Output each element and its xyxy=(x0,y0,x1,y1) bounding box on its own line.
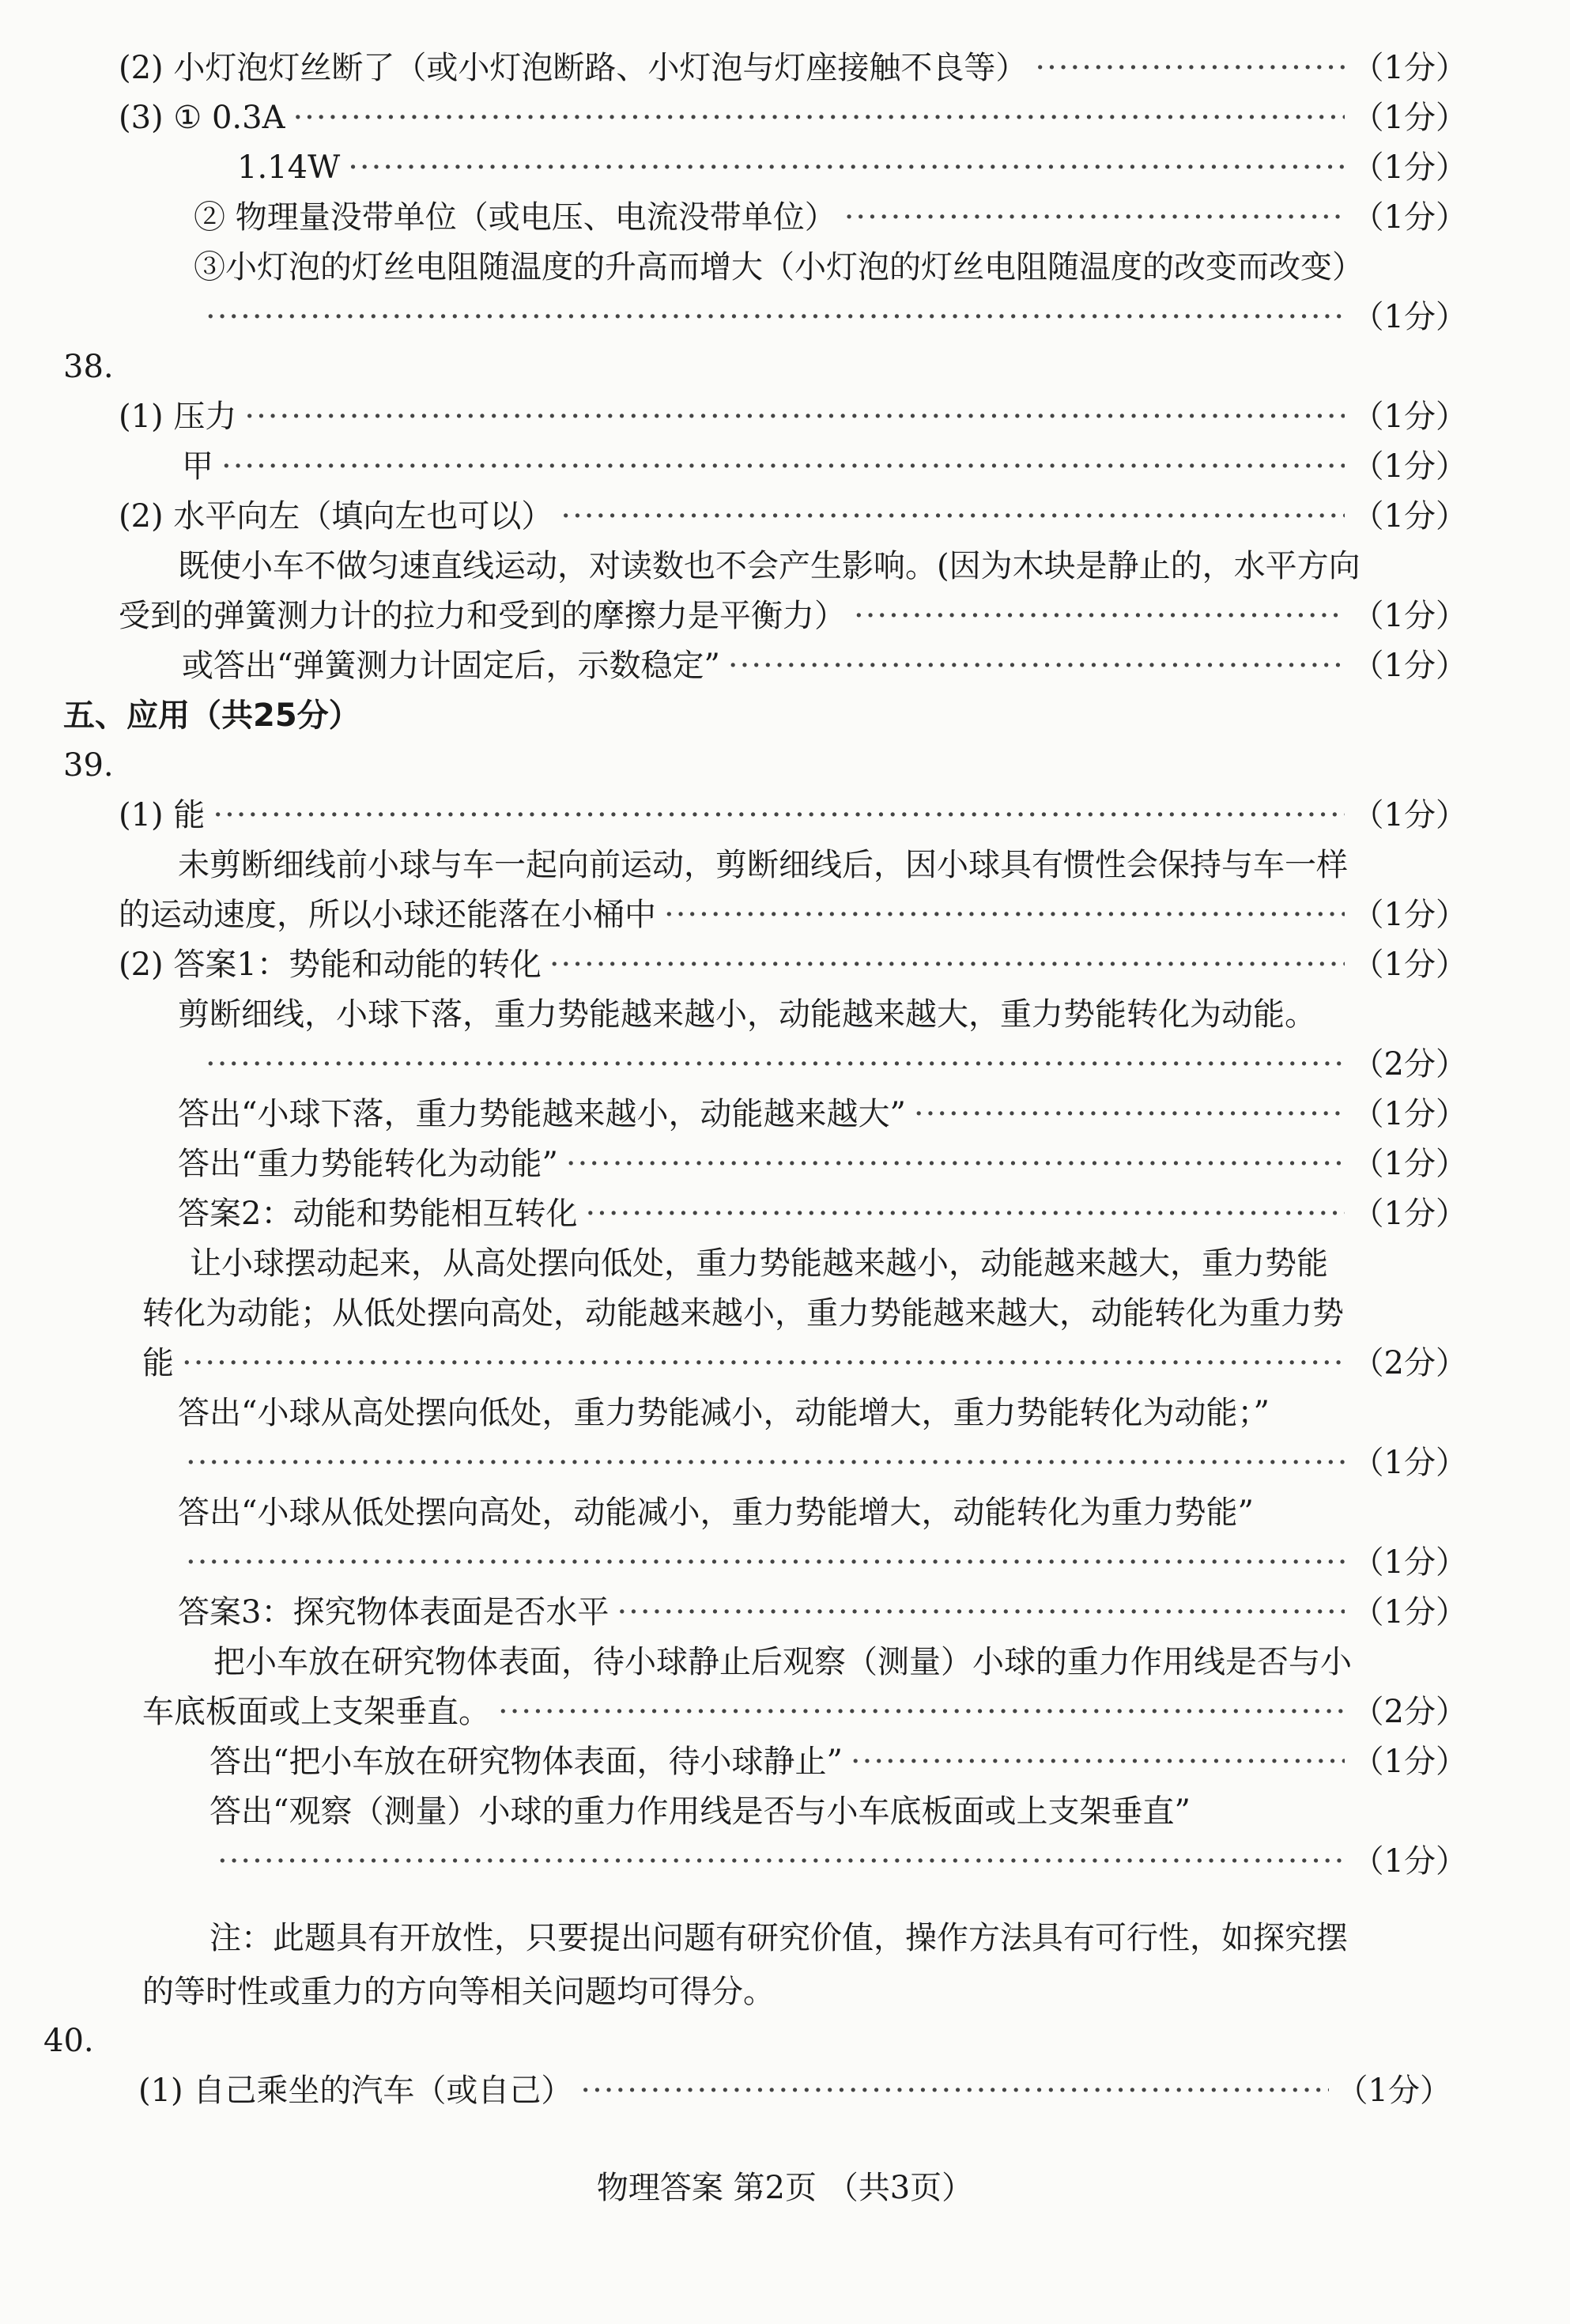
answer-line: (2) 小灯泡灯丝断了（或小灯泡断路、小灯泡与灯座接触不良等） ····· （1分） xyxy=(119,43,1467,93)
answer-line: 答出“小球从高处摆向低处，重力势能减小，动能增大，重力势能转化为动能；” xyxy=(178,1395,1270,1431)
answer-line: 的运动速度，所以小球还能落在小桶中 ····· （1分） xyxy=(119,890,1467,939)
answer-line: 受到的弹簧测力计的拉力和受到的摩擦力是平衡力） ····· （1分） xyxy=(119,591,1467,641)
answer-line: ····· （1分） xyxy=(178,1438,1467,1487)
answer-line: ③小灯泡的灯丝电阻随温度的升高而增大（小灯泡的灯丝电阻随温度的改变而改变） xyxy=(194,249,1364,285)
answer-line: 答出“把小车放在研究物体表面，待小球静止” ····· （1分） xyxy=(209,1737,1467,1786)
answer-line: 答案2：动能和势能相互转化 ····· （1分） xyxy=(178,1189,1467,1238)
answer-line: 能 ····· （2分） xyxy=(142,1339,1467,1388)
answer-line: 车底板面或上支架垂直。 ····· （2分） xyxy=(142,1687,1467,1736)
answer-line: ····· （1分） xyxy=(209,1837,1467,1886)
answer-line: (2) 水平向左（填向左也可以） ····· （1分） xyxy=(119,492,1467,541)
answer-line: (2) 答案1：势能和动能的转化 ····· （1分） xyxy=(119,940,1467,989)
answer-line: 答案3：探究物体表面是否水平 ····· （1分） xyxy=(178,1588,1467,1637)
answer-line: 既使小车不做匀速直线运动，对读数也不会产生影响。(因为木块是静止的，水平方向 xyxy=(178,548,1361,584)
answer-line: 答出“小球从低处摆向高处，动能减小，重力势能增大，动能转化为重力势能” xyxy=(178,1495,1254,1531)
section-heading: 五、应用（共25分） xyxy=(63,697,360,734)
question-number: 39. xyxy=(63,747,114,784)
question-number: 38. xyxy=(63,349,114,385)
answer-line: (1) 自己乘坐的汽车（或自己） ····· （1分） xyxy=(138,2066,1451,2115)
answer-line: 答出“观察（测量）小球的重力作用线是否与小车底板面或上支架垂直” xyxy=(209,1793,1191,1830)
answer-line: (3) ① 0.3A ····· （1分） xyxy=(119,93,1467,142)
answer-line: ② 物理量没带单位（或电压、电流没带单位） ····· （1分） xyxy=(194,193,1467,242)
answer-line: 让小球摆动起来，从高处摆向低处，重力势能越来越小，动能越来越大，重力势能 xyxy=(190,1245,1328,1282)
answer-line: 答出“小球下落，重力势能越来越小，动能越来越大” ····· （1分） xyxy=(178,1090,1467,1139)
answer-line: 转化为动能；从低处摆向高处，动能越来越小，重力势能越来越大，动能转化为重力势 xyxy=(142,1295,1344,1332)
page-footer: 物理答案 第2页 （共3页） xyxy=(596,2170,974,2206)
question-number: 40. xyxy=(43,2023,94,2059)
answer-line: 把小车放在研究物体表面，待小球静止后观察（测量）小球的重力作用线是否与小 xyxy=(213,1644,1352,1680)
answer-line: ····· （1分） xyxy=(198,293,1467,342)
answer-line: 甲 ····· （1分） xyxy=(182,442,1467,491)
answer-line: (1) 压力 ····· （1分） xyxy=(119,392,1467,441)
note-line: 的等时性或重力的方向等相关问题均可得分。 xyxy=(142,1974,775,2010)
answer-line: ····· （1分） xyxy=(178,1538,1467,1587)
answer-line: 剪断细线，小球下落，重力势能越来越小，动能越来越大，重力势能转化为动能。 xyxy=(178,996,1316,1033)
answer-line: 1.14W ····· （1分） xyxy=(237,143,1467,192)
answer-line: ····· （2分） xyxy=(198,1040,1467,1089)
answer-line: 答出“重力势能转化为动能” ····· （1分） xyxy=(178,1139,1467,1188)
answer-line: 未剪断细线前小球与车一起向前运动，剪断细线后，因小球具有惯性会保持与车一样 xyxy=(178,847,1348,883)
answer-line: (1) 能 ····· （1分） xyxy=(119,791,1467,840)
note-line: 注：此题具有开放性，只要提出问题有研究价值，操作方法具有可行性，如探究摆 xyxy=(209,1920,1348,1956)
answer-line: 或答出“弹簧测力计固定后，示数稳定” ····· （1分） xyxy=(182,641,1467,690)
